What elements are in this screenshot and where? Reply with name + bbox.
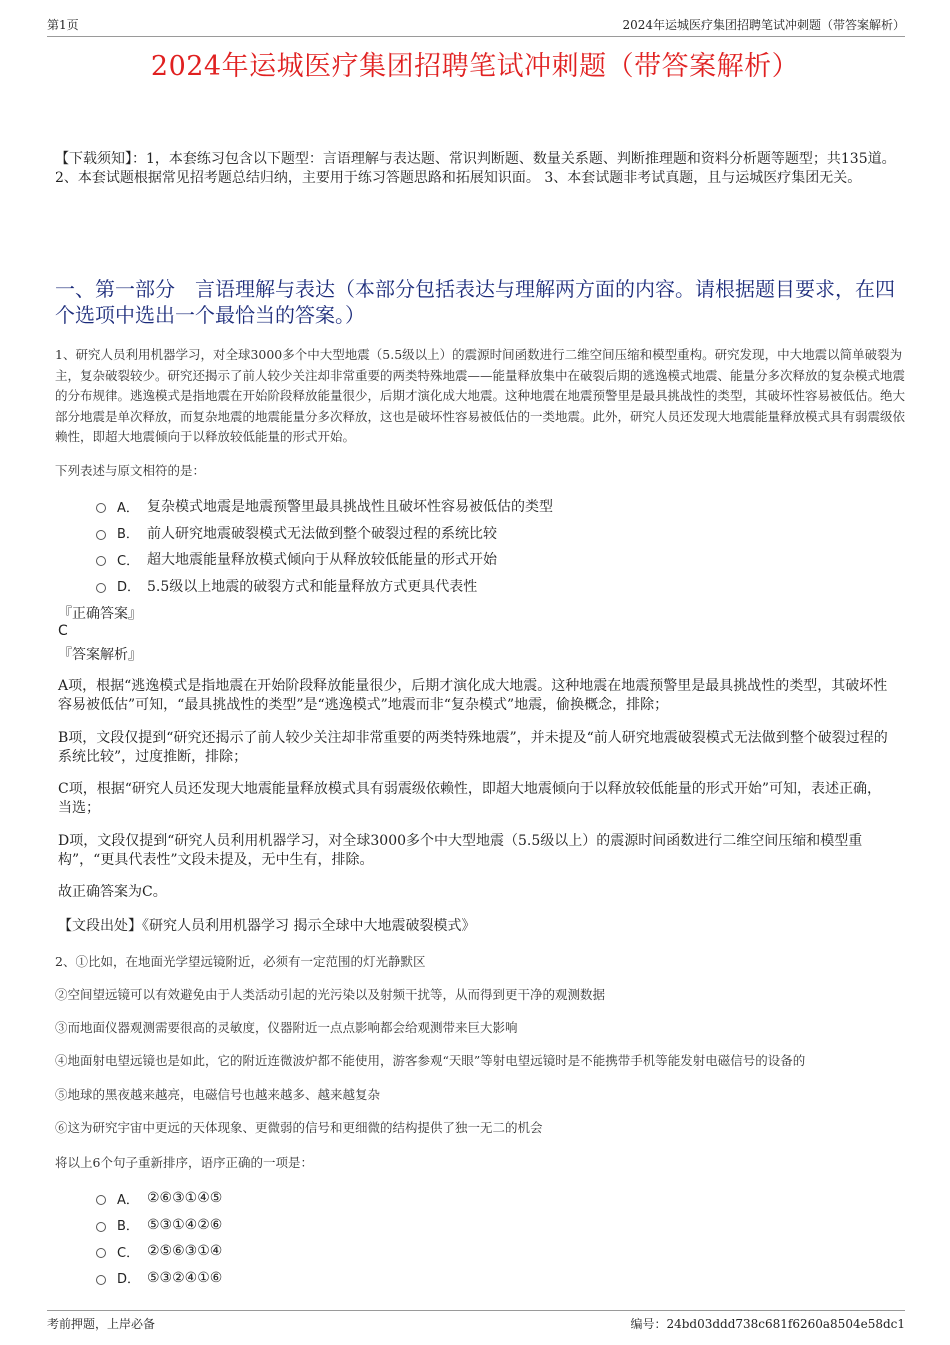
analysis-label: 『答案解析』 (58, 647, 142, 663)
option-b[interactable]: B． ⑤③①④②⑥ (96, 1212, 796, 1239)
sentence-3: ③而地面仪器观测需要很高的灵敏度，仪器附近一点点影响都会给观测带来巨大影响 (55, 1020, 518, 1035)
sentence-6: ⑥这为研究宇宙中更远的天体现象、更微弱的信号和更细微的结构提供了独一无二的机会 (55, 1120, 543, 1135)
sentence-1: 2、①比如，在地面光学望远镜附近，必须有一定范围的灯光静默区 (55, 954, 426, 969)
source-citation: 【文段出处】《研究人员利用机器学习 揭示全球中大地震破裂模式》 (58, 918, 476, 934)
option-c[interactable]: C． ②⑤⑥③①④ (96, 1238, 796, 1265)
page-header (47, 14, 905, 37)
analysis-d: D项，文段仅提到“研究人员利用机器学习，对全球3000多个中大型地震（5.5级以上）的震源时间函数进行二维空间压缩和模型重构”，“更具代表性”文段未提及，无中生有，排除。 (58, 833, 863, 868)
option-a[interactable]: A． ②⑥③①④⑤ (96, 1185, 796, 1212)
document-title: 2024年运城医疗集团招聘笔试冲刺题（带答案解析） (150, 51, 800, 82)
analysis-c: C项，根据“研究人员还发现大地震能量释放模式具有弱震级依赖性，即超大地震倾向于以释放较低能量的形式开始”可知，表述正确，当选； (58, 781, 882, 816)
footer-doc-id: 编号：24bd03ddd738c681f6260a8504e58dc1 (630, 1317, 905, 1331)
page-number: 第1页 (47, 18, 79, 32)
header-doc-title: 2024年运城医疗集团招聘笔试冲刺题（带答案解析） (622, 18, 905, 32)
answer-label: 『正确答案』 (58, 606, 142, 622)
option-b[interactable]: B． 前人研究地震破裂模式无法做到整个破裂过程的系统比较 (96, 520, 796, 547)
radio-icon[interactable] (96, 1195, 106, 1205)
question-1-options (96, 493, 796, 599)
option-d[interactable]: D． 5.5级以上地震的破裂方式和能量释放方式更具代表性 (96, 573, 796, 600)
radio-icon[interactable] (96, 530, 106, 540)
question-1-text: 1、研究人员利用机器学习，对全球3000多个中大型地震（5.5级以上）的震源时间函数进行二维空间压缩和模型重构。研究发现，中大地震以简单破裂为主，复杂破裂较少。研究还揭示了前人较少关注却非常重要的两类特殊地震——能量释放集中在破裂后期的逃逸模式地震、能量分多次释放的复杂模式地震的分布规律。逃逸模式是指地震在开始阶段释放能量很少，后期才演化成大地震。这种地震在地震预警里是最具挑战性的类型，其破坏性容易被低估。绝大部分地震是单次释放，而复杂地震的地震能量分多次释放，这也是破坏性容易被低估的一类地震。此外，研究人员还发现大地震能量释放模式具有弱震级依赖性，即超大地震倾向于以释放较低能量的形式开始。 (55, 347, 906, 444)
section-heading: 一、第一部分 言语理解与表达（本部分包括表达与理解两方面的内容。请根据题目要求，在四个选项中选出一个最恰当的答案。） (55, 277, 895, 327)
analysis-b: B项，文段仅提到“研究还揭示了前人较少关注却非常重要的两类特殊地震”，并未提及“前人研究地震破裂模式无法做到整个破裂过程的系统比较”，过度推断，排除； (58, 730, 888, 765)
radio-icon[interactable] (96, 583, 106, 593)
page-footer (47, 1310, 905, 1341)
question-2-options (96, 1185, 796, 1291)
answer-value: C (58, 623, 68, 639)
radio-icon[interactable] (96, 556, 106, 566)
radio-icon[interactable] (96, 1248, 106, 1258)
analysis-a: A项，根据“逃逸模式是指地震在开始阶段释放能量很少，后期才演化成大地震。这种地震在地震预警里是最具挑战性的类型，其破坏性容易被低估”可知，“最具挑战性的类型”是“逃逸模式”地震而非“复杂模式”地震，偷换概念，排除； (58, 678, 888, 713)
option-d[interactable]: D． ⑤③②④①⑥ (96, 1265, 796, 1292)
radio-icon[interactable] (96, 503, 106, 513)
question-2-prompt: 将以上6个句子重新排序，语序正确的一项是： (55, 1155, 313, 1170)
sentence-5: ⑤地球的黑夜越来越亮，电磁信号也越来越多、越来越复杂 (55, 1087, 381, 1102)
option-a[interactable]: A． 复杂模式地震是地震预警里最具挑战性且破坏性容易被低估的类型 (96, 493, 796, 520)
analysis-conclusion: 故正确答案为C。 (58, 884, 167, 900)
sentence-2: ②空间望远镜可以有效避免由于人类活动引起的光污染以及射频干扰等，从而得到更干净的观测数据 (55, 987, 606, 1002)
radio-icon[interactable] (96, 1275, 106, 1285)
option-c[interactable]: C． 超大地震能量释放模式倾向于从释放较低能量的形式开始 (96, 546, 796, 573)
sentence-4: ④地面射电望远镜也是如此，它的附近连微波炉都不能使用，游客参观“天眼”等射电望远镜时是不能携带手机等能发射电磁信号的设备的 (55, 1053, 806, 1068)
download-notice: 【下载须知】：1，本套练习包含以下题型：言语理解与表达题、常识判断题、数量关系题、判断推理题和资料分析题等题型；共135道。 2、本套试题根据常见招考题总结归纳，主要用于练习答题思路和拓展知识面。 3、本套试题非考试真题，且与运城医疗集团无关。 (55, 151, 896, 186)
question-1-prompt: 下列表述与原文相符的是： (55, 463, 206, 478)
footer-slogan: 考前押题，上岸必备 (47, 1317, 156, 1331)
radio-icon[interactable] (96, 1222, 106, 1232)
